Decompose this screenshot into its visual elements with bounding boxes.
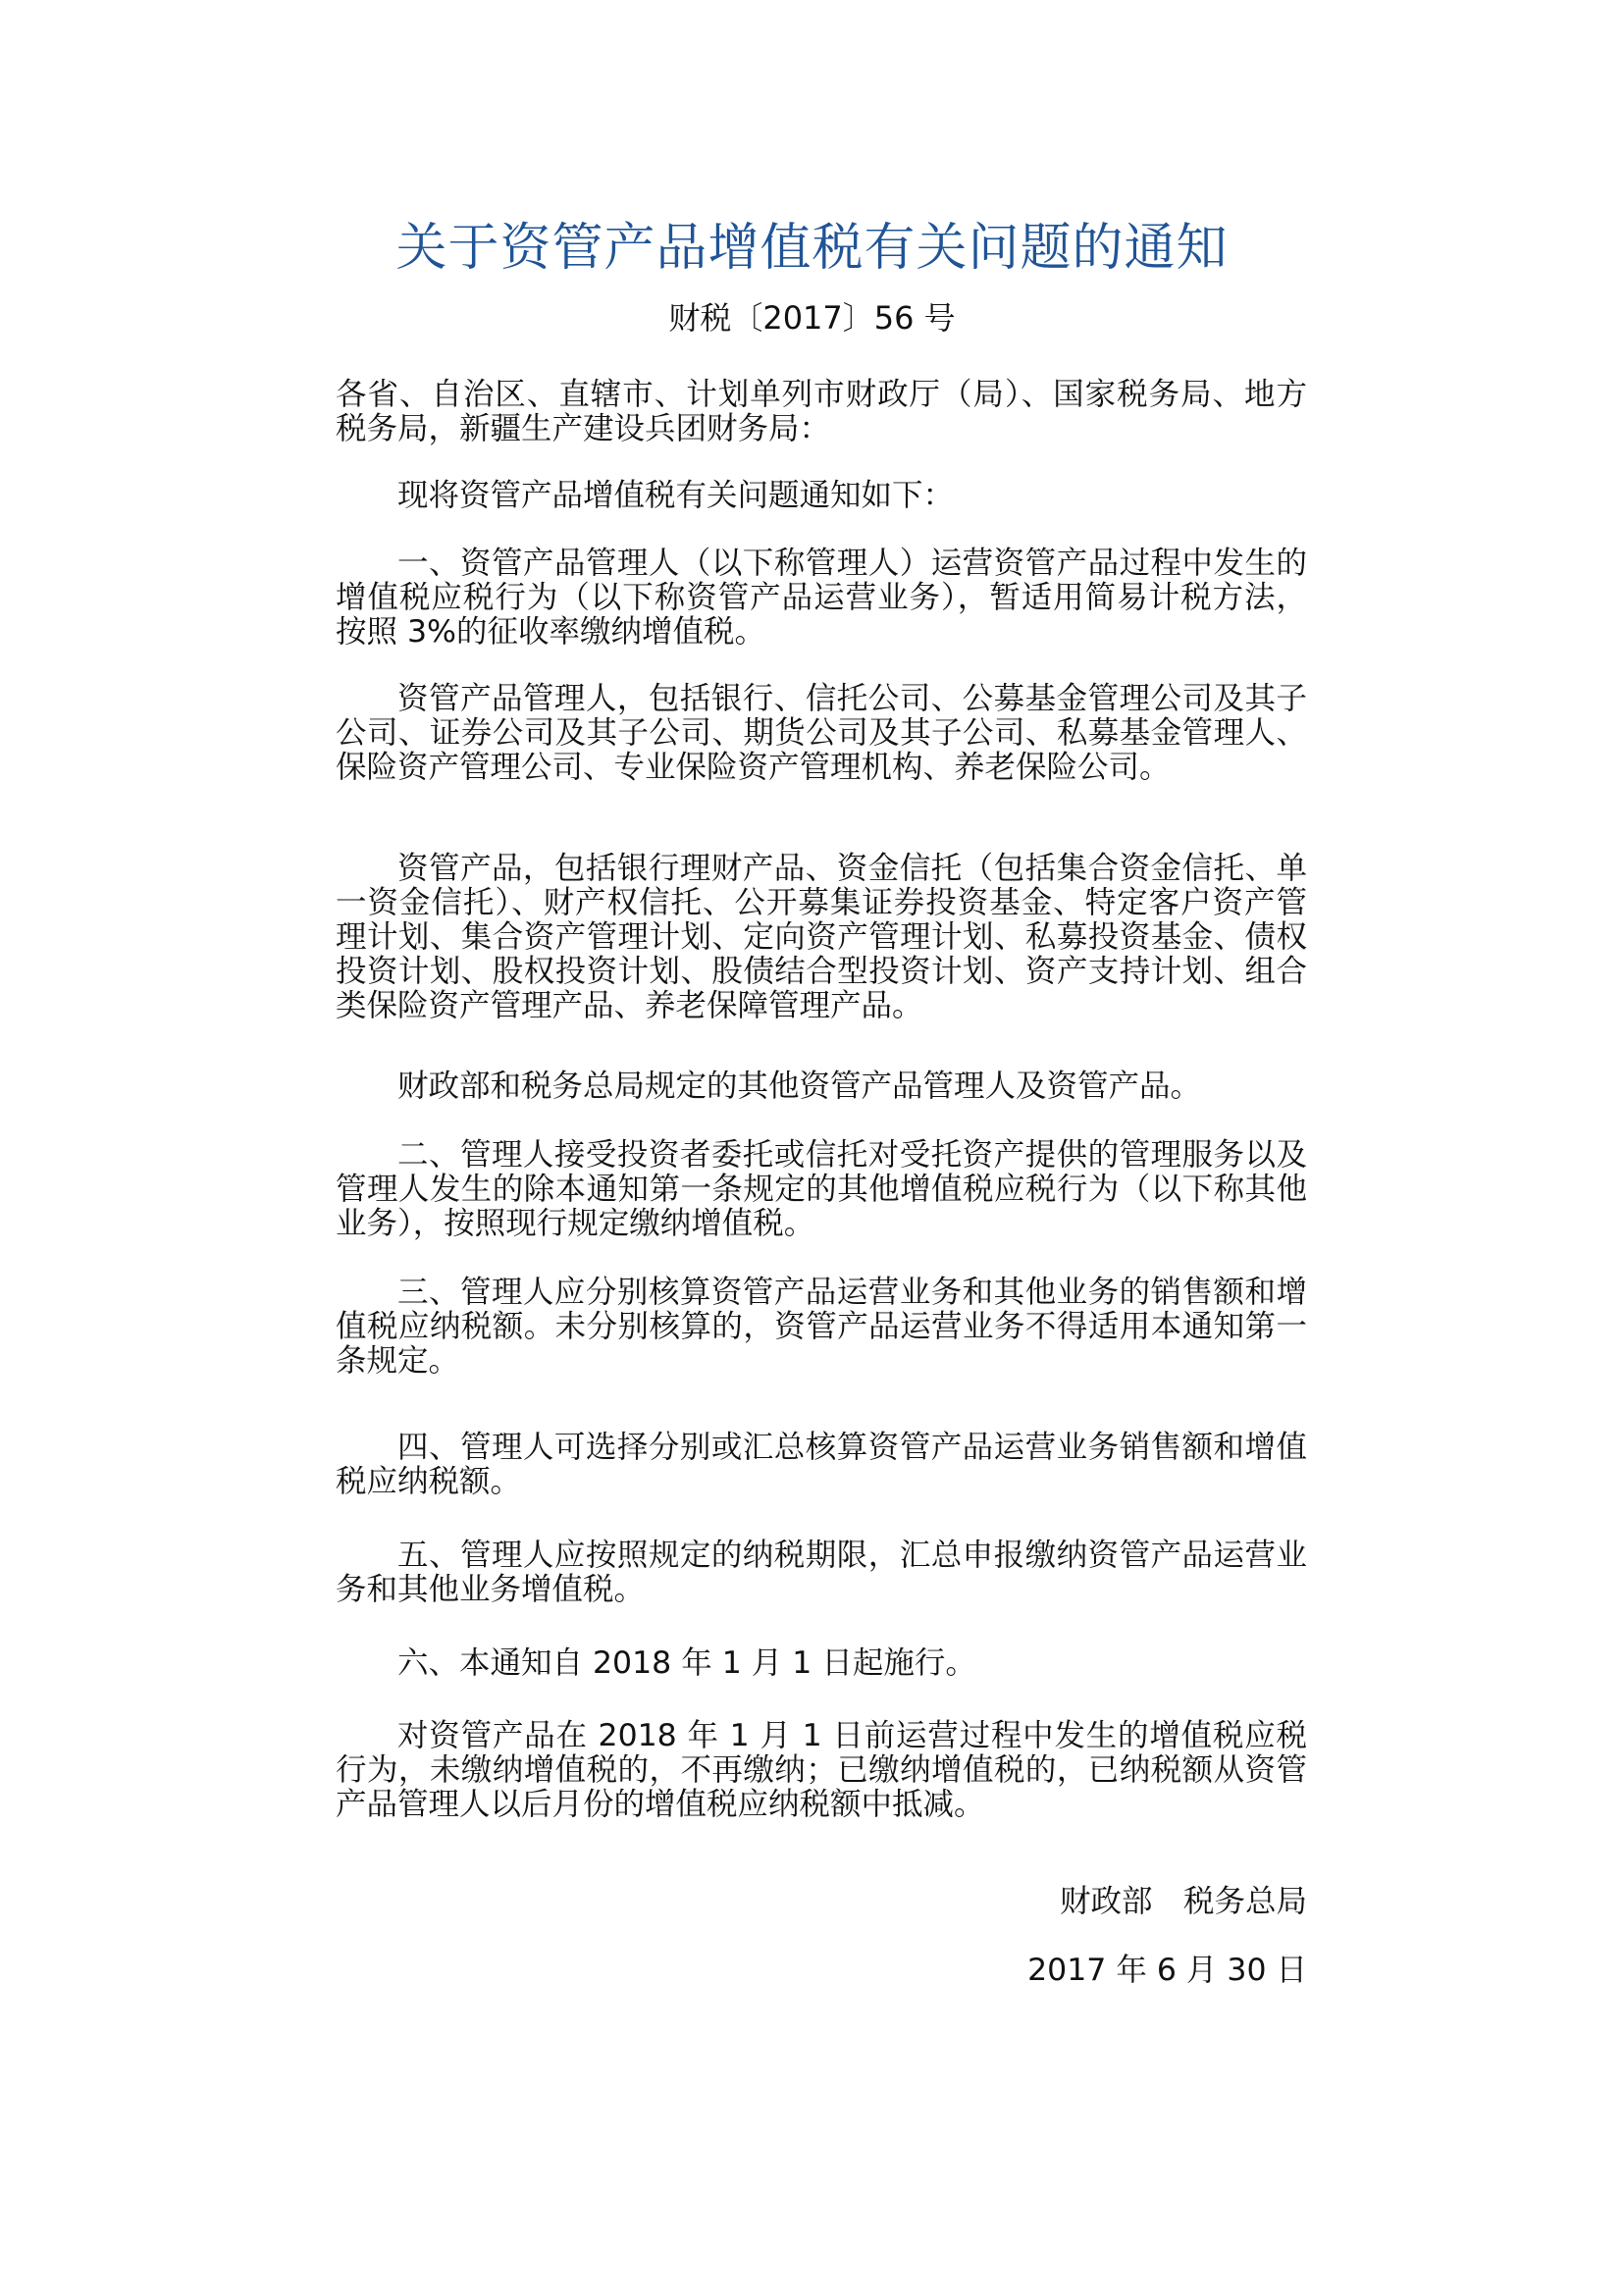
addressee: 各省、自治区、直辖市、计划单列市财政厅（局）、国家税务局、地方税务局，新疆生产建设兵团财务局： bbox=[336, 377, 1307, 446]
document-title: 关于资管产品增值税有关问题的通知 bbox=[395, 219, 1229, 278]
signatory: 财政部 税务总局 bbox=[1059, 1884, 1307, 1919]
paragraph-article-5: 五、管理人应按照规定的纳税期限，汇总申报缴纳资管产品运营业务和其他业务增值税。 bbox=[336, 1538, 1307, 1607]
paragraph-intro: 现将资管产品增值税有关问题通知如下： bbox=[397, 478, 955, 513]
paragraph-article-2: 二、管理人接受投资者委托或信托对受托资产提供的管理服务以及管理人发生的除本通知第一条规定的其他增值税应税行为（以下称其他业务），按照现行规定缴纳增值税。 bbox=[336, 1137, 1307, 1241]
paragraph-products: 资管产品，包括银行理财产品、资金信托（包括集合资金信托、单一资金信托）、财产权信托、公开募集证券投资基金、特定客户资产管理计划、集合资产管理计划、定向资产管理计划、私募投资基金、债权投资计划、股权投资计划、股债结合型投资计划、资产支持计划、组合类保险资产管理产品、养老保障管理产品。 bbox=[336, 851, 1307, 1023]
issue-date: 2017 年 6 月 30 日 bbox=[1027, 1953, 1307, 1988]
paragraph-article-6: 六、本通知自 2018 年 1 月 1 日起施行。 bbox=[397, 1645, 976, 1681]
paragraph-others: 财政部和税务总局规定的其他资管产品管理人及资管产品。 bbox=[397, 1069, 1202, 1104]
document-number: 财税〔2017〕56 号 bbox=[668, 299, 956, 337]
paragraph-transition: 对资管产品在 2018 年 1 月 1 日前运营过程中发生的增值税应税行为，未缴纳增值税的，不再缴纳；已缴纳增值税的，已纳税额从资管产品管理人以后月份的增值税应纳税额中抵减。 bbox=[336, 1718, 1307, 1822]
paragraph-article-1: 一、资管产品管理人（以下称管理人）运营资管产品过程中发生的增值税应税行为（以下称资管产品运营业务），暂适用简易计税方法，按照 3%的征收率缴纳增值税。 bbox=[336, 546, 1307, 650]
paragraph-article-4: 四、管理人可选择分别或汇总核算资管产品运营业务销售额和增值税应纳税额。 bbox=[336, 1430, 1307, 1499]
paragraph-managers: 资管产品管理人，包括银行、信托公司、公募基金管理公司及其子公司、证券公司及其子公司、期货公司及其子公司、私募基金管理人、保险资产管理公司、专业保险资产管理机构、养老保险公司。 bbox=[336, 681, 1307, 785]
paragraph-article-3: 三、管理人应分别核算资管产品运营业务和其他业务的销售额和增值税应纳税额。未分别核算的，资管产品运营业务不得适用本通知第一条规定。 bbox=[336, 1275, 1307, 1379]
